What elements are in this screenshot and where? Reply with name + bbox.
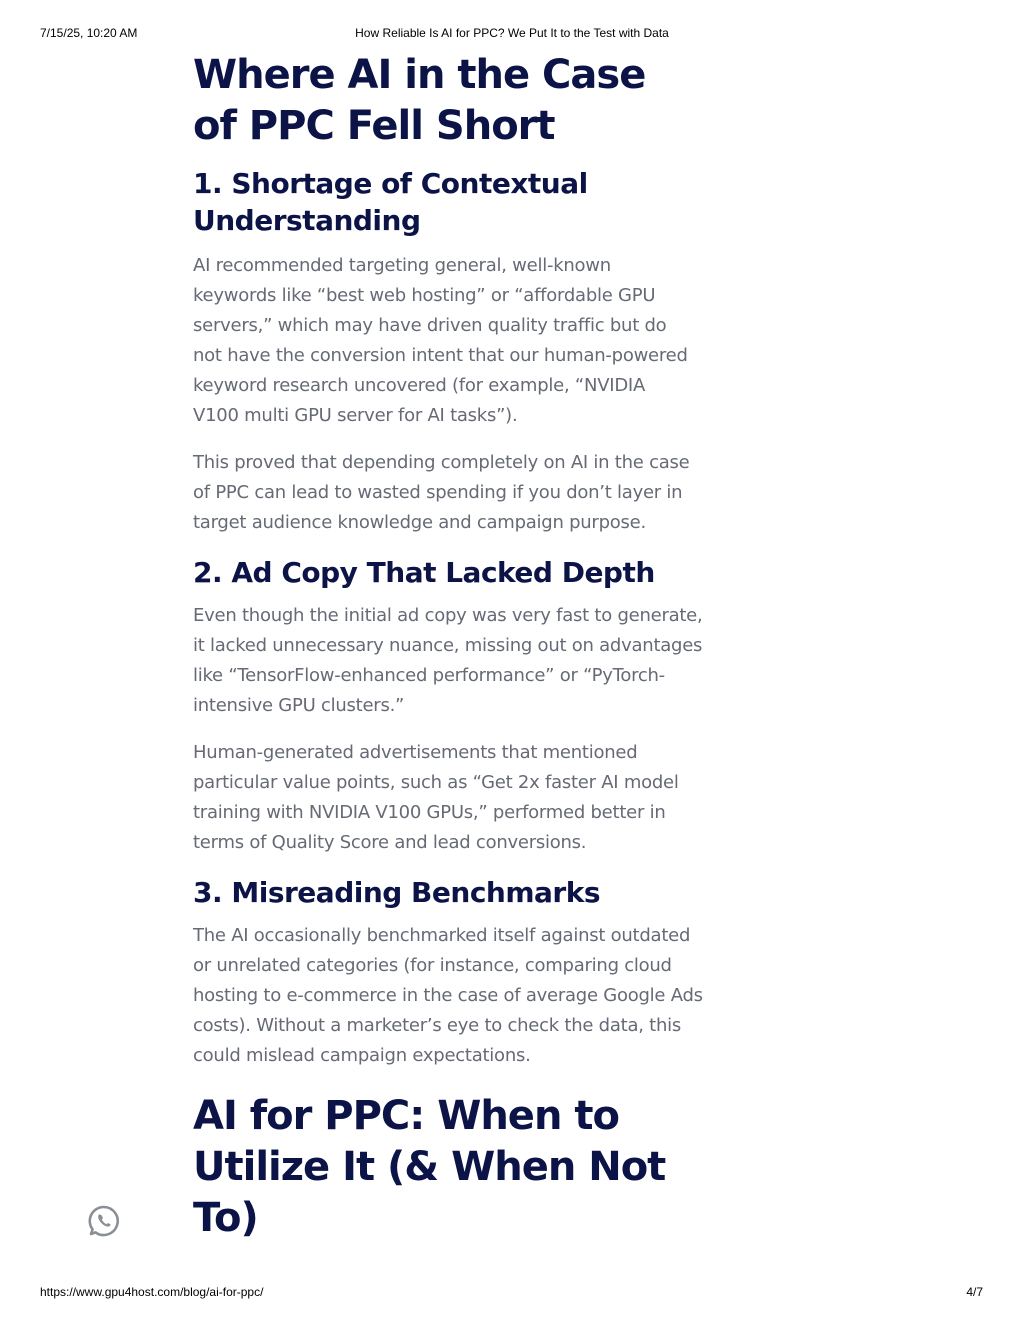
section-heading-ai-fell-short: Where AI in the Case of PPC Fell Short xyxy=(193,52,646,149)
print-datetime: 7/15/25, 10:20 AM xyxy=(40,26,138,40)
paragraph-benchmarks-1: The AI occasionally benchmarked itself against outdated or unrelated categories (for instance, comparing cloud hosting to e-commerce in the case of average Google Ads costs). Without a marketer’s eye to check the data, this could mislead campaign expectations. xyxy=(193,925,703,1066)
section-heading-when-to-utilize: AI for PPC: When to Utilize It (& When Not To) xyxy=(193,1093,666,1241)
subheading-ad-copy-depth: 2. Ad Copy That Lacked Depth xyxy=(193,556,655,589)
paragraph-ad-copy-2: Human-generated advertisements that mentioned particular value points, such as “Get 2x faster AI model training with NVIDIA V100 GPUs,” performed better in terms of Quality Score and lead conversions. xyxy=(193,742,679,853)
subheading-contextual-understanding: 1. Shortage of Contextual Understanding xyxy=(193,167,588,237)
whatsapp-icon[interactable] xyxy=(87,1204,121,1238)
paragraph-contextual-2: This proved that depending completely on AI in the case of PPC can lead to wasted spending if you don’t layer in target audience knowledge and campaign purpose. xyxy=(193,452,690,533)
paragraph-ad-copy-1: Even though the initial ad copy was very fast to generate, it lacked unnecessary nuance, missing out on advantages like “TensorFlow-enhanced performance” or “PyTorch-intensive GPU clusters.” xyxy=(193,605,703,716)
print-page-number: 4/7 xyxy=(966,1285,983,1299)
paragraph-contextual-1: AI recommended targeting general, well-known keywords like “best web hosting” or “affordable GPU servers,” which may have driven quality traffic but do not have the conversion intent that our human-powered keyword research uncovered (for example, “NVIDIA V100 multi GPU server for AI tasks”). xyxy=(193,255,688,426)
print-page-title: How Reliable Is AI for PPC? We Put It to the Test with Data xyxy=(355,26,669,40)
print-header xyxy=(0,26,1024,42)
article-body xyxy=(193,50,713,1244)
subheading-misreading-benchmarks: 3. Misreading Benchmarks xyxy=(193,876,601,909)
print-footer xyxy=(0,1285,1024,1301)
print-page-url: https://www.gpu4host.com/blog/ai-for-ppc/ xyxy=(40,1285,264,1299)
